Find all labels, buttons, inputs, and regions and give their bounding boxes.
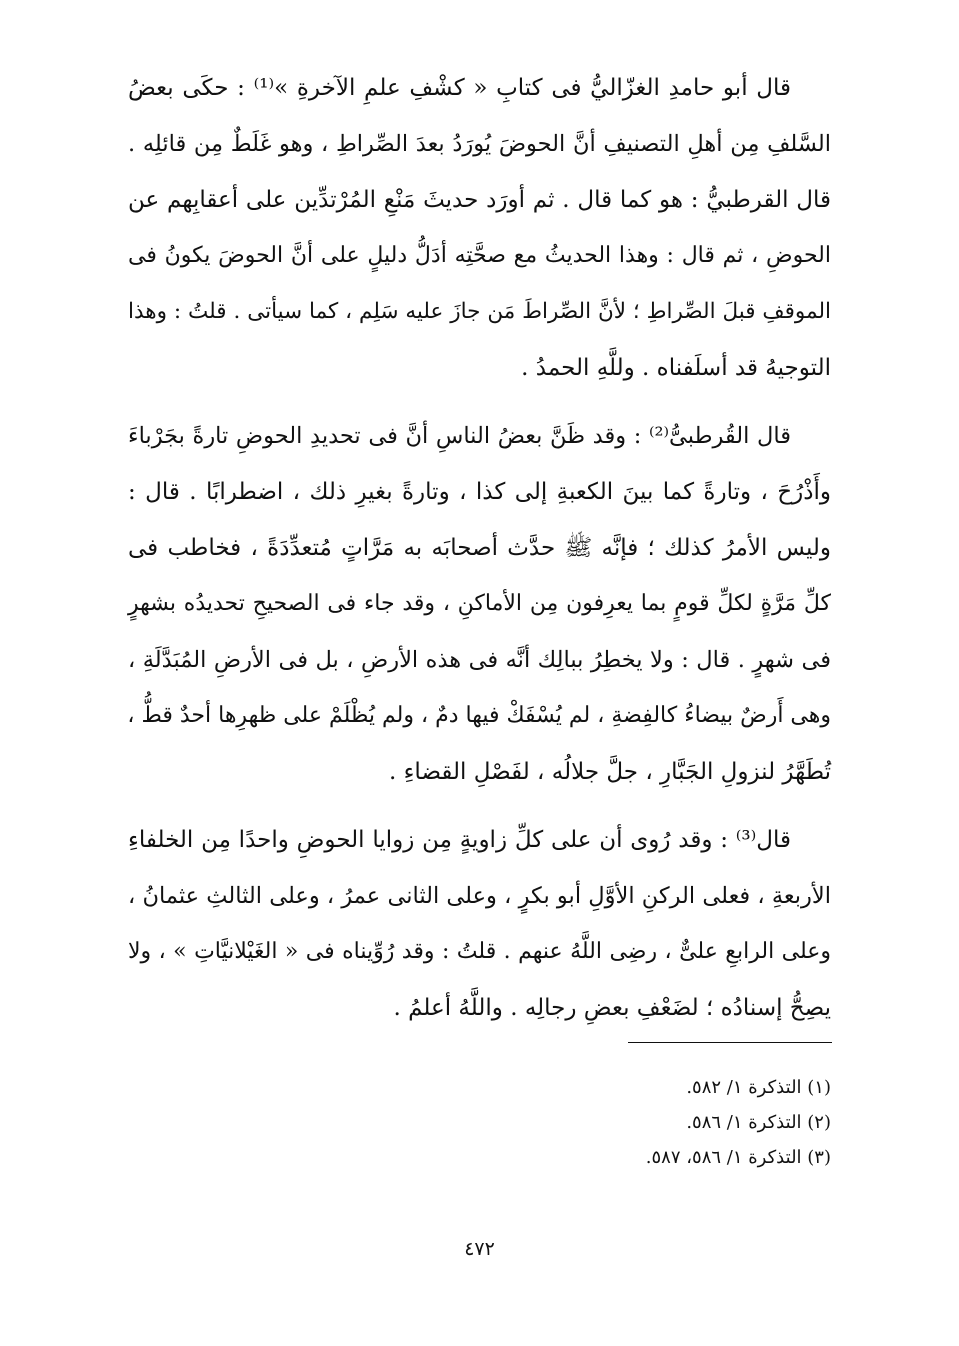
text-line: كلِّ مَرَّةٍ لكلِّ قومٍ بما يعرِفون مِن الأماكنِ ، وقد جاء فى الصحيحِ تحديدُه بشهرٍ [128, 591, 831, 616]
text-line: فى شهرٍ . قال : ولا يخطِرُ ببالِك أنَّه فى هذه الأرضِ ، بل فى الأرضِ المُبَدَّلَةِ ، [128, 647, 831, 673]
text-line: السَّلفِ مِن أهلِ التصنيفِ أنَّ الحوضَ يُورَدُ بعدَ الصِّراطِ ، وهو غَلَطٌ مِن قائلِه . [128, 131, 831, 157]
text-line: قال القُرطبىُّ⁽²⁾ : وقد ظَنَّ بعضُ الناسِ أنَّ فى تحديدِ الحوضِ تارةً بجَرْباءَ [128, 423, 791, 449]
text-line: وهى أَرضٌ بيضاءُ كالفِضةِ ، لم يُسْفَكْ فيها دمٌ ، ولم يُظْلَمْ على ظهرِها أحدٌ قطُّ ، [127, 703, 831, 728]
paragraph-ghazali [128, 60, 831, 396]
footnote-3: (٣) التذكرة ١/ ٥٨٦، ٥٨٧. [645, 1147, 831, 1168]
paragraph-four-caliphs [128, 812, 831, 1036]
page-number: ٤٧٢ [464, 1238, 495, 1260]
text-line: يصِحُّ إسنادُه ؛ لضَعْفِ بعضِ رجالِه . واللَّهُ أعلمُ . [393, 995, 831, 1021]
footnote-2: (٢) التذكرة ١/ ٥٨٦. [686, 1112, 831, 1133]
text-line: وأَذْرُحَ ، وتارةً كما بينَ الكعبةِ إلى كذا ، وتارةً بغيرِ ذلك ، اضطرابًا . قال : [128, 479, 831, 505]
text-line: وليس الأمرُ كذلك ؛ فإنَّه ﷺ حدَّث أصحابَه به مَرَّاتٍ مُتعدِّدَةً ، فخاطب فى [128, 535, 831, 561]
footnotes [646, 1070, 831, 1175]
text-line: قال القرطبيُّ : هو كما قال . ثم أورَد حديثَ مَنْعِ المُرْتدِّين على أعقابِهم عن [128, 187, 831, 213]
paragraph-qurtubi-hawd-size [128, 408, 831, 800]
text-line: الحوضِ ، ثم قال : وهذا الحديثُ مع صحَّتِه أدَلُّ دليلٍ على أنَّ الحوضَ يكونُ فى [128, 243, 831, 268]
main-text [128, 60, 831, 1048]
text-line: قال أبو حامدِ الغزّاليُّ فى كتابِ « كشْفِ علمِ الآخرةِ »⁽¹⁾ : حكَى بعضُ [128, 75, 791, 101]
text-line: وعلى الرابعِ علىٌّ ، رضِى اللَّهُ عنهم . قلتُ : وقد رُوِّيناه فى « الغَيْلانيَّاتِ » ، ولا [128, 939, 831, 964]
text-line: التوجيهُ قد أسلَفناه . وللَّهِ الحمدُ . [521, 355, 831, 381]
text-line: الأربعةِ ، فعلى الركنِ الأوَّلِ أبو بكرٍ ، وعلى الثانى عمرُ ، وعلى الثالثِ عثمانُ ، [128, 883, 831, 909]
footnote-separator [628, 1042, 832, 1043]
text-line: الموقفِ قبلَ الصِّراطِ ؛ لأنَّ الصِّراطَ مَن جازَ عليه سَلِم ، كما سيأتى . قلتُ : وهذا [128, 299, 831, 324]
text-line: تُطَهَّرُ لنزولِ الجَبَّارِ ، جلَّ جلالُه ، لفَصْلِ القضاءِ . [389, 759, 831, 785]
text-line: قال⁽³⁾ : وقد رُوى أن على كلِّ زاويةٍ مِن زوايا الحوضِ واحدًا مِن الخلفاءِ [128, 827, 791, 853]
footnote-1: (١) التذكرة ١/ ٥٨٢. [686, 1077, 831, 1098]
